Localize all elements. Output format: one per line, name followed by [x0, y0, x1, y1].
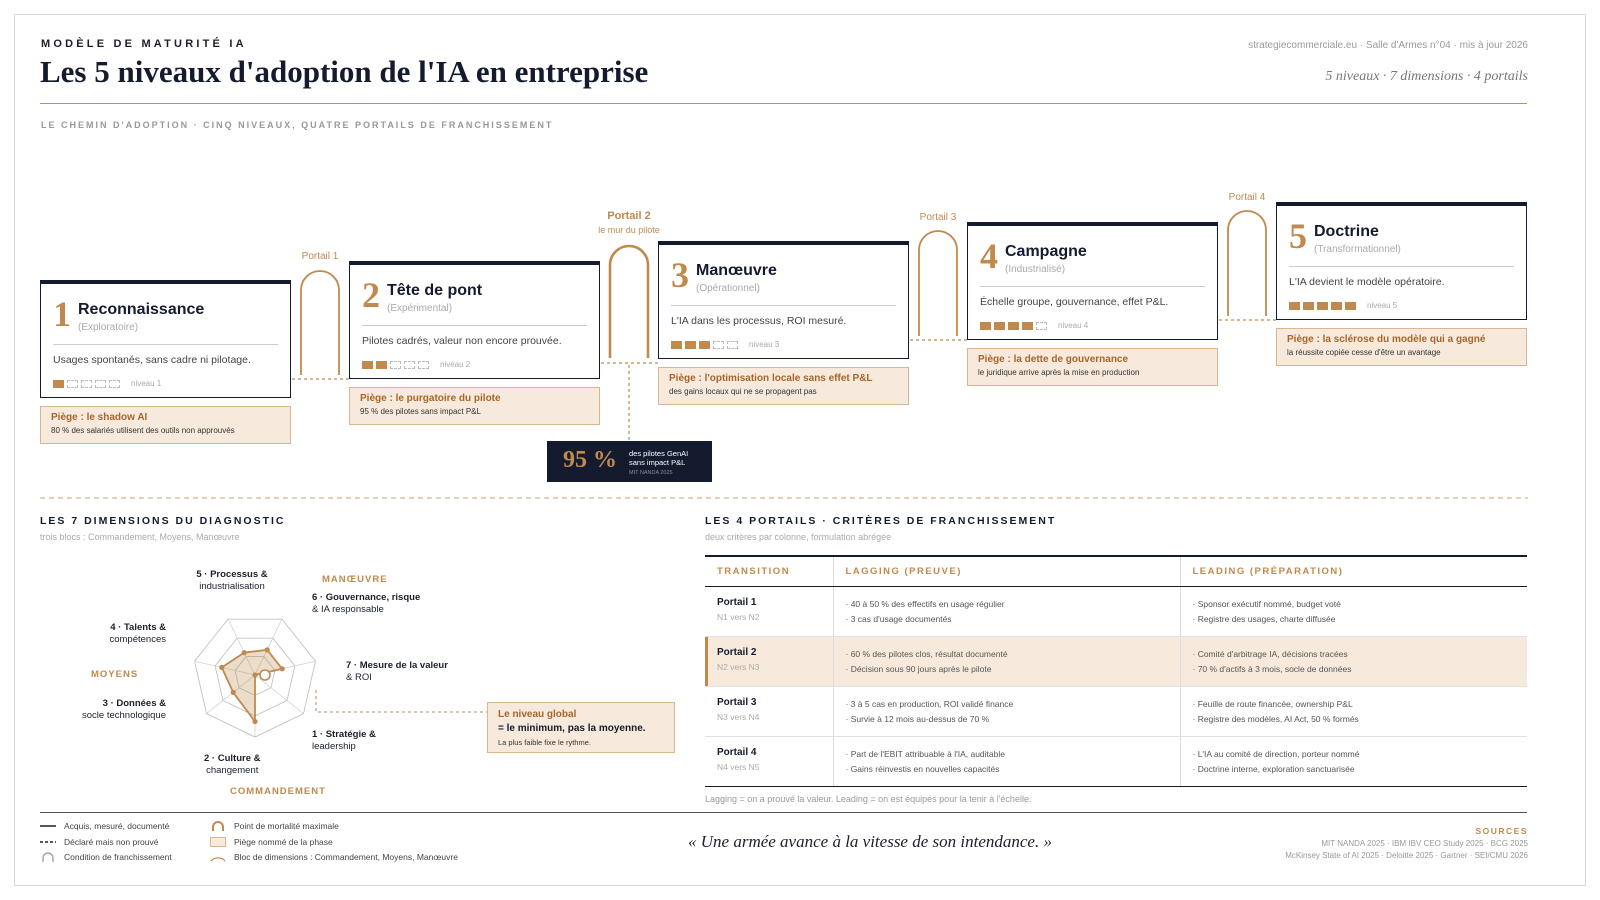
level-separator: [1289, 266, 1514, 267]
sources-line-1: MIT NANDA 2025 · IBM IBV CEO Study 2025 · BCG 2025: [1321, 839, 1528, 848]
level-subtitle: (Opérationnel): [696, 283, 760, 294]
leading-cell: · Sponsor exécutif nommé, budget voté · Registre des usages, charte diffusée: [1180, 586, 1527, 636]
radar-point: [265, 647, 270, 652]
level-square: [390, 361, 401, 369]
level-name: Campagne: [1005, 243, 1087, 260]
portal-label-3: Portail 3: [919, 212, 957, 223]
level-name: Doctrine: [1314, 223, 1379, 240]
portals-table: [705, 555, 1527, 787]
level-card-5: [1276, 202, 1527, 320]
level-description: L'IA devient le modèle opératoire.: [1289, 276, 1445, 288]
level-square: [699, 341, 710, 349]
portal-sub-2: le mur du pilote: [598, 225, 660, 235]
dimension-label-2: 2 · Culture & changement: [204, 753, 261, 776]
leading-cell: · Comité d'arbitrage IA, décisions tracées · 70 % d'actifs à 3 mois, socle de données: [1180, 636, 1527, 686]
global-title: Le niveau global: [498, 709, 577, 720]
radar-score-area: [222, 650, 282, 722]
level-number: 3: [671, 255, 689, 295]
trap-title: Piège : l'optimisation locale sans effet P&L: [669, 373, 873, 384]
level-square: [1303, 302, 1314, 310]
dimensions-title: LES 7 DIMENSIONS DU DIAGNOSTIC: [40, 515, 286, 527]
block-label-manoeuvre: MANŒUVRE: [322, 574, 388, 585]
level-square: [1317, 302, 1328, 310]
path-section-label: LE CHEMIN D'ADOPTION · CINQ NIVEAUX, QUATRE PORTAILS DE FRANCHISSEMENT: [41, 120, 554, 130]
level-tag: niveau 5: [1367, 301, 1398, 310]
trap-box-4: [967, 348, 1218, 386]
level-square: [376, 361, 387, 369]
lagging-cell: · Part de l'EBIT attribuable à l'IA, auditable · Gains réinvestis en nouvelles capacités: [833, 736, 1180, 786]
page-title: Les 5 niveaux d'adoption de l'IA en entreprise: [40, 54, 649, 89]
trap-box-3: [658, 367, 909, 405]
kicker: MODÈLE DE MATURITÉ IA: [41, 38, 247, 50]
portal-arch-1: [301, 271, 339, 375]
trap-text: la réussite copiée cesse d'être un avantage: [1287, 348, 1441, 357]
trap-title: Piège : la dette de gouvernance: [978, 354, 1129, 365]
level-progress: [362, 360, 470, 369]
radar-point: [231, 690, 236, 695]
portals-table-title: LES 4 PORTAILS · CRITÈRES DE FRANCHISSEMENT: [705, 515, 1057, 527]
radar-point: [280, 666, 285, 671]
dimensions-subtitle: trois blocs : Commandement, Moyens, Manœuvre: [40, 532, 240, 542]
transition-cell: Portail 3 N3 vers N4: [705, 686, 833, 736]
quote: « Une armée avance à la vitesse de son intendance. »: [688, 832, 1052, 851]
stat-source: MIT NANDA 2025: [629, 470, 673, 476]
level-name: Tête de pont: [387, 282, 483, 299]
legend-block: Bloc de dimensions : Commandement, Moyens, Manœuvre: [210, 852, 458, 862]
pilot-stat-box: [547, 441, 712, 482]
table-row: [705, 686, 1527, 736]
trap-title: Piège : le shadow AI: [51, 412, 148, 423]
dimension-label-1: 1 · Stratégie & leadership: [312, 729, 376, 752]
level-number: 1: [53, 294, 71, 334]
stat-big: 95 %: [563, 447, 617, 473]
level-name: Manœuvre: [696, 262, 777, 279]
section-divider: [40, 497, 1528, 499]
dimension-label-5: 5 · Processus & industrialisation: [196, 569, 268, 592]
lagging-cell: · 40 à 50 % des effectifs en usage régulier · 3 cas d'usage documentés: [833, 586, 1180, 636]
stat-text: des pilotes GenAI sans impact P&L: [629, 449, 689, 468]
global-note: La plus faible fixe le rythme.: [498, 738, 591, 747]
table-row: [705, 586, 1527, 636]
mortal-arch-icon: [210, 821, 226, 831]
radar-point: [242, 650, 247, 655]
level-description: Pilotes cadrés, valeur non encore prouvée.: [362, 335, 562, 347]
portal-label-4: Portail 4: [1228, 192, 1266, 203]
level-card-4: [967, 222, 1218, 340]
leading-cell: · Feuille de route financée, ownership P&L · Registre des modèles, AI Act, 50 % formés: [1180, 686, 1527, 736]
portal-arch-4: [1228, 211, 1266, 316]
legend-trap: Piège nommé de la phase: [210, 837, 333, 847]
legend-solid: Acquis, mesuré, documenté: [40, 821, 169, 831]
table-row: [705, 636, 1527, 686]
level-tag: niveau 3: [749, 340, 780, 349]
portal-arch-3: [919, 231, 957, 336]
level-number: 4: [980, 236, 998, 276]
level-separator: [980, 286, 1205, 287]
trap-text: 95 % des pilotes sans impact P&L: [360, 407, 481, 416]
level-separator: [671, 305, 896, 306]
level-description: Usages spontanés, sans cadre ni pilotage.: [53, 354, 251, 366]
level-name: Reconnaissance: [78, 301, 205, 318]
radar-minimum-marker: [260, 670, 270, 680]
level-square: [95, 380, 106, 388]
level-square: [713, 341, 724, 349]
dimension-label-7: 7 · Mesure de la valeur & ROI: [346, 660, 448, 683]
level-subtitle: (Exploratoire): [78, 322, 139, 333]
portals-table-subtitle: deux critères par colonne, formulation abrégée: [705, 532, 892, 542]
col-header-lagging: LAGGING (PREUVE): [833, 556, 1180, 586]
portal-label-1: Portail 1: [301, 251, 339, 262]
block-label-moyens: MOYENS: [91, 669, 139, 680]
level-description: L'IA dans les processus, ROI mesuré.: [671, 315, 847, 327]
level-square: [109, 380, 120, 388]
global-connector: [300, 690, 490, 720]
level-card-3: [658, 241, 909, 359]
level-subtitle: (Expérimental): [387, 303, 453, 314]
table-note: Lagging = on a prouvé la valeur. Leading = on est équipés pour la tenir à l'échelle.: [705, 794, 1032, 804]
col-header-transition: TRANSITION: [705, 556, 833, 586]
leading-cell: · L'IA au comité de direction, porteur nommé · Doctrine interne, exploration sanctuarisée: [1180, 736, 1527, 786]
block-arc-icon: [210, 852, 226, 862]
transition-cell: Portail 4 N4 vers N5: [705, 736, 833, 786]
portal-label-2: Portail 2: [607, 210, 651, 222]
sources-line-2: McKinsey State of AI 2025 · Deloitte 2025 · Gartner · SEI/CMU 2026: [1285, 851, 1528, 860]
dimension-label-3: 3 · Données & socle technologique: [82, 698, 166, 721]
level-square: [671, 341, 682, 349]
footer-rule: [40, 812, 1527, 813]
legend-arch: Condition de franchissement: [40, 852, 172, 862]
block-label-commandement: COMMANDEMENT: [230, 786, 326, 797]
level-square: [1022, 322, 1033, 330]
level-square: [67, 380, 78, 388]
level-square: [362, 361, 373, 369]
level-square: [685, 341, 696, 349]
level-progress: [1289, 301, 1397, 310]
level-separator: [362, 325, 587, 326]
level-square: [418, 361, 429, 369]
level-card-1: [40, 280, 291, 398]
legend-mortal: Point de mortalité maximale: [210, 821, 339, 831]
trap-title: Piège : la sclérose du modèle qui a gagné: [1287, 334, 1486, 345]
level-square: [1008, 322, 1019, 330]
level-square: [1289, 302, 1300, 310]
level-square: [81, 380, 92, 388]
trap-box-2: [349, 387, 600, 425]
level-square: [404, 361, 415, 369]
lagging-cell: · 60 % des pilotes clos, résultat documenté · Décision sous 90 jours après le pilote: [833, 636, 1180, 686]
arch-icon: [40, 852, 56, 862]
radar-point: [252, 672, 257, 677]
level-square: [980, 322, 991, 330]
portal-arch-2: [610, 246, 648, 358]
radar-point: [252, 719, 257, 724]
transition-cell: Portail 1 N1 vers N2: [705, 586, 833, 636]
header-stats: 5 niveaux · 7 dimensions · 4 portails: [1325, 69, 1528, 84]
col-header-leading: LEADING (PRÉPARATION): [1180, 556, 1527, 586]
level-number: 2: [362, 275, 380, 315]
global-level-box: [487, 702, 675, 753]
level-subtitle: (Transformationnel): [1314, 244, 1401, 255]
level-square: [727, 341, 738, 349]
level-square: [53, 380, 64, 388]
level-square: [1345, 302, 1356, 310]
level-progress: [53, 379, 161, 388]
level-square: [994, 322, 1005, 330]
lagging-cell: · 3 à 5 cas en production, ROI validé finance · Survie à 12 mois au-dessus de 70 %: [833, 686, 1180, 736]
trap-box-1: [40, 406, 291, 444]
level-square: [1036, 322, 1047, 330]
trap-text: le juridique arrive après la mise en production: [978, 368, 1140, 377]
global-text: = le minimum, pas la moyenne.: [498, 723, 646, 734]
level-subtitle: (Industrialisé): [1005, 264, 1066, 275]
radar-axis: [255, 675, 303, 714]
level-progress: [671, 340, 779, 349]
dimension-label-6: 6 · Gouvernance, risque & IA responsable: [312, 592, 421, 615]
transition-cell: Portail 2 N2 vers N3: [705, 636, 833, 686]
header-meta: strategiecommerciale.eu · Salle d'Armes n°04 · mis à jour 2026: [1248, 40, 1528, 51]
radar-point: [219, 665, 224, 670]
dimension-label-4: 4 · Talents & compétences: [109, 622, 166, 645]
sources-title: SOURCES: [1475, 826, 1528, 836]
level-description: Échelle groupe, gouvernance, effet P&L.: [980, 296, 1169, 308]
legend-dashed: Déclaré mais non prouvé: [40, 837, 159, 847]
level-tag: niveau 1: [131, 379, 162, 388]
level-tag: niveau 2: [440, 360, 471, 369]
trap-title: Piège : le purgatoire du pilote: [360, 393, 501, 404]
level-separator: [53, 344, 278, 345]
trap-text: des gains locaux qui ne se propagent pas: [669, 387, 817, 396]
trap-box-5: [1276, 328, 1527, 366]
level-tag: niveau 4: [1058, 321, 1089, 330]
level-progress: [980, 321, 1088, 330]
level-card-2: [349, 261, 600, 379]
level-square: [1331, 302, 1342, 310]
solid-line-icon: [40, 823, 56, 829]
trap-text: 80 % des salariés utilisent des outils non approuvés: [51, 426, 235, 435]
level-number: 5: [1289, 216, 1307, 256]
table-row: [705, 736, 1527, 786]
